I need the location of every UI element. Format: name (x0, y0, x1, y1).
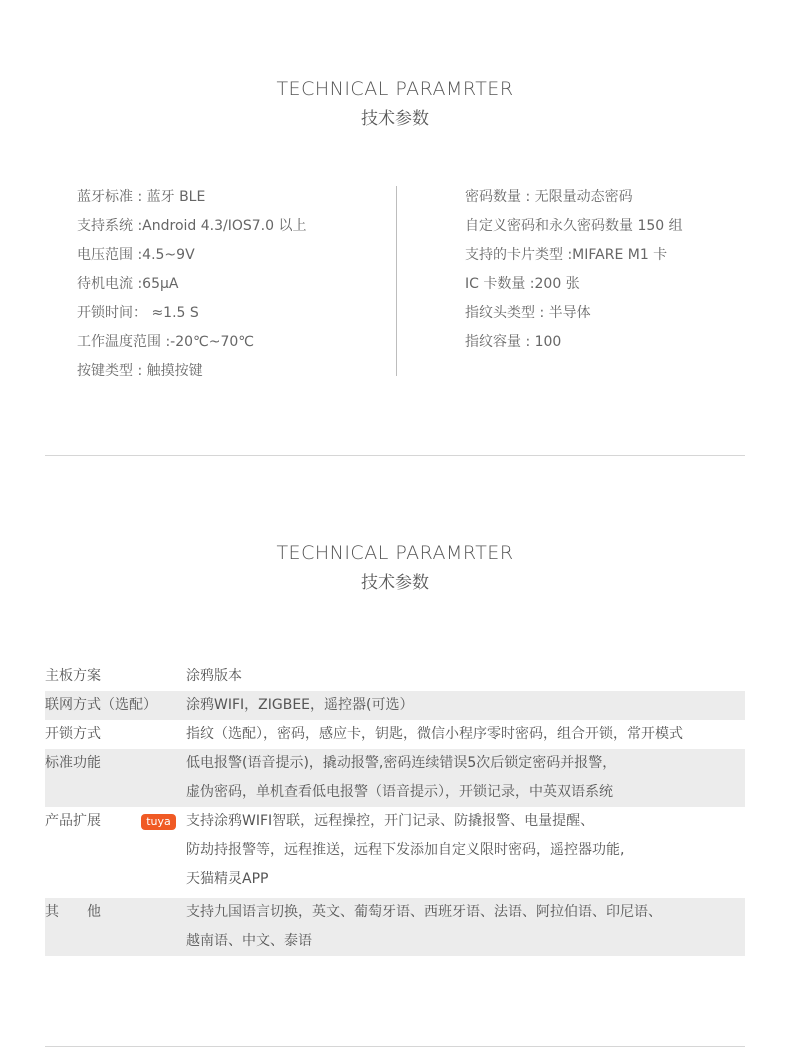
row-value: 涂鸦版本 (186, 668, 242, 684)
row-label: 主板方案 (45, 668, 101, 684)
spec-item: 工作温度范围 :-20℃~70℃ (77, 334, 255, 350)
parameter-table (45, 662, 745, 956)
column-divider (396, 186, 397, 376)
spec-item: 支持系统 :Android 4.3/IOS7.0 以上 (77, 218, 307, 234)
spec-item: 按键类型 : 触摸按键 (77, 363, 203, 379)
spec-item: 自定义密码和永久密码数量 150 组 (465, 218, 683, 234)
row-label: 产品扩展 (45, 813, 101, 829)
section2-title-cn: 技术参数 (361, 573, 429, 593)
spec-item: 指纹容量 : 100 (465, 334, 562, 350)
spec-item: 电压范围 :4.5~9V (77, 247, 195, 263)
row-value: 天猫精灵APP (186, 871, 269, 887)
row-value: 指纹（选配），密码，感应卡，钥匙，微信小程序零时密码，组合开锁，常开模式 (186, 726, 683, 742)
table-row (45, 691, 745, 720)
row-value: 防劫持报警等，远程推送，远程下发添加自定义限时密码，遥控器功能, (186, 842, 625, 858)
table-row (45, 807, 745, 894)
row-value: 支持涂鸦WIFI智联，远程操控，开门记录、防撬报警、电量提醒、 (186, 813, 595, 829)
spec-item: 待机电流 :65μA (77, 276, 179, 292)
right-spec-list (465, 186, 683, 360)
row-value: 涂鸦WIFI，ZIGBEE，遥控器(可选） (186, 697, 414, 713)
spec-item: IC 卡数量 :200 张 (465, 276, 580, 292)
section1-title-en: TECHNICAL PARAMRTER (276, 78, 514, 100)
section2-title-en: TECHNICAL PARAMRTER (276, 542, 514, 564)
row-label: 标准功能 (45, 755, 101, 771)
tuya-logo: tuya (141, 814, 176, 830)
left-spec-list (77, 186, 306, 389)
spec-item: 开锁时间： ≈1.5 S (77, 305, 199, 321)
row-label: 联网方式（选配） (45, 697, 157, 713)
bottom-divider (45, 1046, 745, 1047)
table-row (45, 662, 745, 691)
spec-item: 指纹头类型 : 半导体 (465, 305, 591, 321)
row-label: 其 他 (45, 904, 101, 920)
section1-title-cn: 技术参数 (361, 109, 429, 129)
row-value: 越南语、中文、泰语 (186, 933, 312, 949)
table-row (45, 749, 745, 807)
table-row (45, 720, 745, 749)
section-divider (45, 455, 745, 456)
spec-item: 支持的卡片类型 :MIFARE M1 卡 (465, 247, 668, 263)
row-value: 低电报警(语音提示)，撬动报警,密码连续错误5次后锁定密码并报警， (186, 755, 617, 771)
row-value: 虚伪密码，单机查看低电报警（语音提示），开锁记录，中英双语系统 (186, 784, 613, 800)
spec-item: 蓝牙标准 : 蓝牙 BLE (77, 189, 206, 205)
spec-item: 密码数量 : 无限量动态密码 (465, 189, 633, 205)
row-value: 支持九国语言切换，英文、葡萄牙语、西班牙语、法语、阿拉伯语、印尼语、 (186, 904, 662, 920)
row-label: 开锁方式 (45, 726, 101, 742)
table-row (45, 898, 745, 956)
